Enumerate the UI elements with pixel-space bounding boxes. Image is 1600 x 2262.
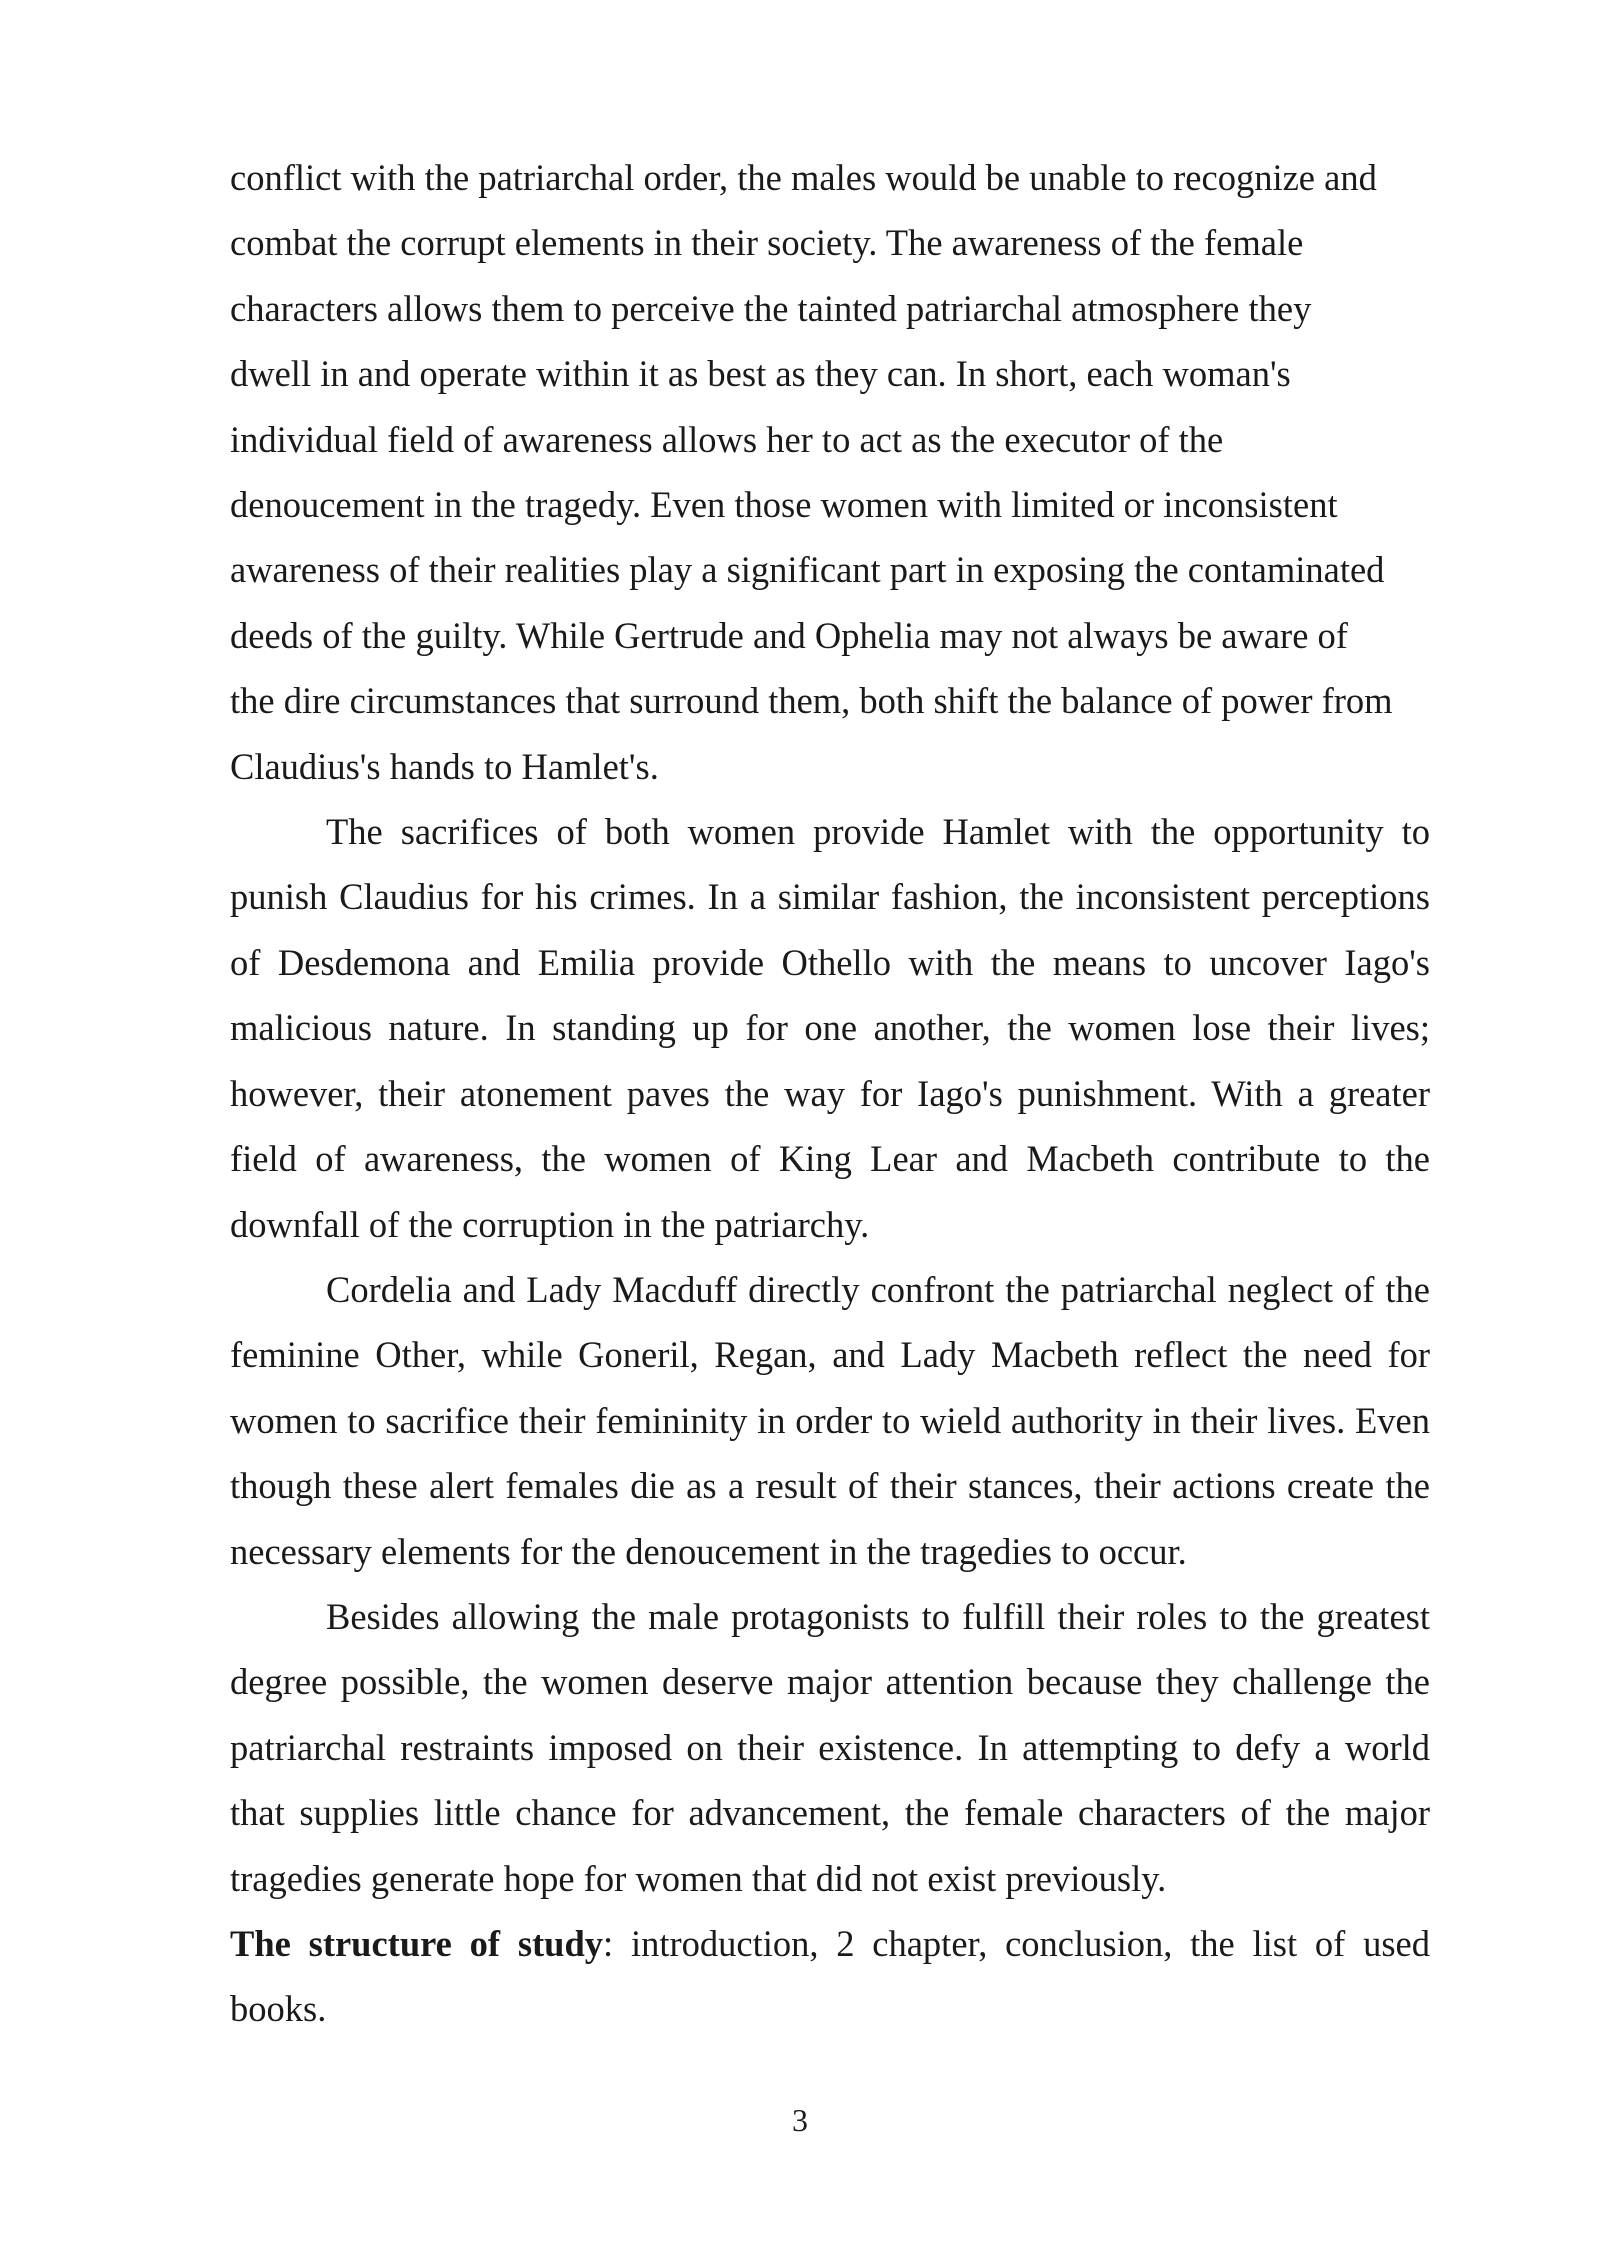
document-page [230,145,1430,2042]
structure-of-study-text: : introduction, 2 chapter, conclusion, the list of used books. [230,1922,1430,2030]
structure-of-study-label: The structure of study [230,1922,604,1964]
paragraph-2: The sacrifices of both women provide Hamlet with the opportunity to punish Claudius for his crimes. In a similar fashion, the inconsistent perceptions of Desdemona and Emilia provide Othello with the means to uncover Iago's malicious nature. In standing up for one another, the women lose their lives; however, their atonement paves the way for Iago's punishment. With a greater field of awareness, the women of King Lear and Macbeth contribute to the downfall of the corruption in the patriarchy. [230,811,1430,1245]
paragraph-4: Besides allowing the male protagonists to fulfill their roles to the greatest degree possible, the women deserve major attention because they challenge the patriarchal restraints imposed on their existence. In attempting to defy a world that supplies little chance for advancement, the female characters of the major tragedies generate hope for women that did not exist previously. [230,1595,1430,1899]
page-number: 3 [792,2102,808,2138]
paragraph-1: conflict with the patriarchal order, the males would be unable to recognize and combat the corrupt elements in their society. The awareness of the female characters allows them to perceive the tainted patriarchal atmosphere they dwell in and operate within it as best as they can. In short, each woman's individual field of awareness allows her to act as the executor of the denoucement in the tragedy. Even those women with limited or inconsistent awareness of their realities play a significant part in exposing the contaminated deeds of the guilty. While Gertrude and Ophelia may not always be aware of the dire circumstances that surround them, both shift the balance of power from Claudius's hands to Hamlet's. [230,157,1393,787]
structure-of-study-paragraph [230,1911,1430,2042]
paragraph-3: Cordelia and Lady Macduff directly confront the patriarchal neglect of the feminine Other, while Goneril, Regan, and Lady Macbeth reflect the need for women to sacrifice their femininity in order to wield authority in their lives. Even though these alert females die as a result of their stances, their actions create the necessary elements for the denoucement in the tragedies to occur. [230,1268,1430,1572]
